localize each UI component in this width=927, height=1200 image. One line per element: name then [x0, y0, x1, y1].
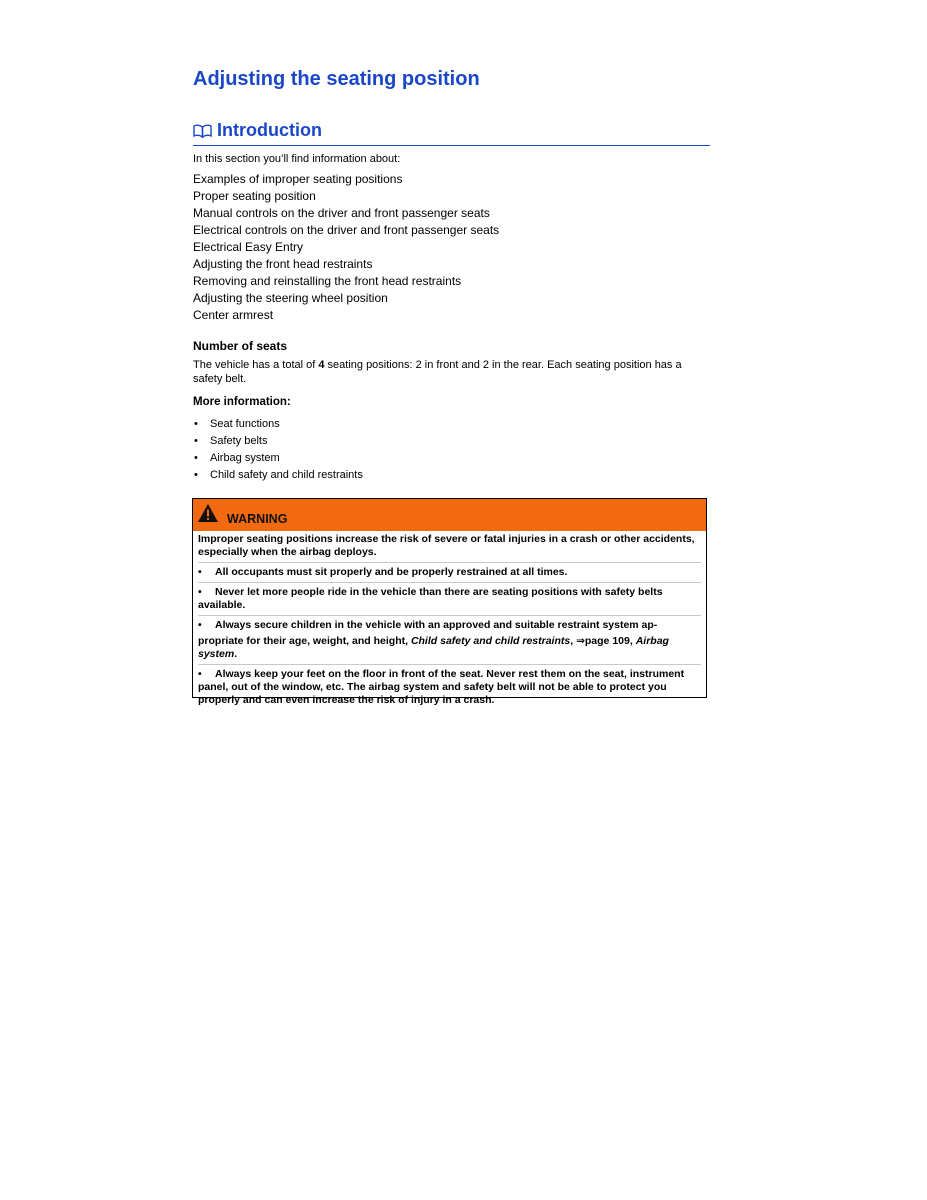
topic-link[interactable]: Examples of improper seating positions	[193, 172, 403, 186]
more-info-link[interactable]: • Child safety and child restraints	[193, 467, 363, 484]
warning-item: • Never let more people ride in the vehicle than there are seating positions with safety belts available.	[198, 582, 701, 612]
warning-item-text: Always secure children in the vehicle with an approved and suitable restraint system ap-	[215, 619, 658, 631]
warning-item: • Always secure children in the vehicle with an approved and suitable restraint system ap-	[198, 615, 701, 632]
more-info-link[interactable]: • Airbag system	[193, 450, 363, 467]
warning-item-text: Always keep your feet on the floor in front of the seat. Never rest them on the seat, instrument panel, out of the window, etc. The airbag system and safety belt will not be able to protect you properly and can even increase the risk of injury in a crash.	[198, 668, 685, 706]
topic-link[interactable]: Adjusting the steering wheel position	[193, 291, 388, 305]
more-info-link[interactable]: • Seat functions	[193, 416, 363, 433]
warning-separator: ,	[570, 635, 577, 647]
page-arrow-icon: ⇒	[576, 635, 585, 647]
seat-count: 4	[318, 359, 325, 371]
introduction-heading: Introduction	[217, 120, 322, 140]
intro-lead-text: In this section you’ll find information about:	[193, 153, 401, 165]
warning-label: WARNING	[227, 512, 288, 526]
airbag-system-link[interactable]: Airbag system	[198, 635, 669, 660]
warning-intro: Improper seating positions increase the risk of severe or fatal injuries in a crash or other accidents, especially when the airbag deploys.	[198, 533, 695, 558]
topic-link[interactable]: Proper seating position	[193, 189, 316, 203]
warning-header	[193, 499, 706, 531]
child-safety-link[interactable]: Child safety and child restraints	[410, 635, 571, 647]
page-109-link[interactable]: page 109	[584, 635, 630, 647]
warning-item-text: All occupants must sit properly and be properly restrained at all times.	[215, 566, 568, 578]
warning-item-text: Never let more people ride in the vehicle than there are seating positions with safety belts available.	[198, 586, 663, 611]
more-information-list	[193, 416, 363, 484]
page-title: Adjusting the seating position	[193, 68, 480, 90]
topic-link[interactable]: Removing and reinstalling the front head restraints	[193, 274, 462, 288]
warning-item: • All occupants must sit properly and be properly restrained at all times.	[198, 562, 701, 579]
warning-body	[193, 531, 706, 707]
topic-list	[193, 171, 499, 324]
more-information-heading: More information:	[193, 396, 291, 408]
number-of-seats-heading: Number of seats	[193, 339, 288, 353]
seats-text-end: seating positions: 2 in front and 2 in the rear. Each seating position has a safety belt.	[193, 359, 682, 385]
warning-item-continuation	[198, 635, 701, 661]
warning-separator: .	[234, 648, 238, 660]
topic-link[interactable]: Adjusting the front head restraints	[193, 257, 373, 271]
number-of-seats-text	[193, 359, 713, 386]
warning-box	[192, 498, 707, 706]
warning-item: • Always keep your feet on the floor in front of the seat. Never rest them on the seat, instrument panel, out of the window, etc. The airbag system and safety belt will not be able to protect you properly and can even increase the risk of injury in a crash.	[198, 664, 701, 707]
warning-separator: ,	[629, 635, 636, 647]
topic-link[interactable]: Electrical Easy Entry	[193, 240, 304, 254]
book-icon	[193, 124, 212, 143]
introduction-section-header	[193, 120, 710, 146]
topic-link[interactable]: Center armrest	[193, 308, 274, 322]
topic-link[interactable]: Manual controls on the driver and front passenger seats	[193, 206, 490, 220]
warning-item-text: propriate for their age, weight, and height,	[198, 635, 411, 647]
more-info-link[interactable]: • Safety belts	[193, 433, 363, 450]
topic-link[interactable]: Electrical controls on the driver and front passenger seats	[193, 223, 500, 237]
seats-text-start: The vehicle has a total of	[193, 359, 319, 371]
warning-triangle-icon	[197, 503, 219, 528]
